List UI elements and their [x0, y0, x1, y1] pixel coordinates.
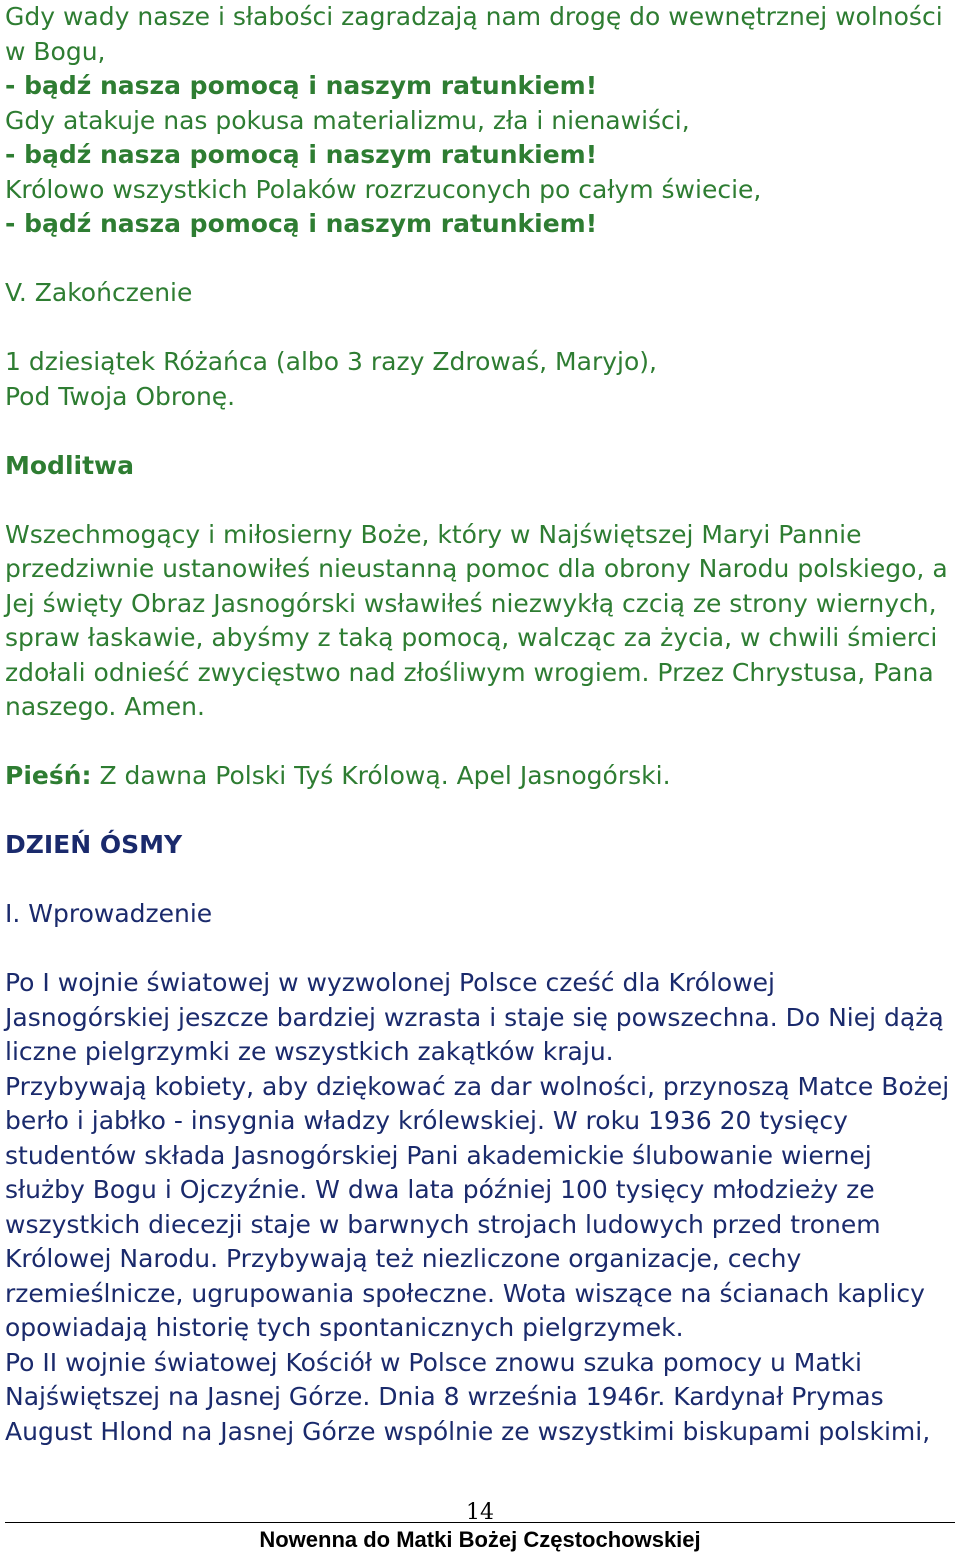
- prayer-line: naszego. Amen.: [5, 692, 205, 721]
- ending-heading: V. Zakończenie: [5, 278, 193, 307]
- litany-response: - bądź nasza pomocą i naszym ratunkiem!: [5, 71, 598, 100]
- paragraph-line: rzemieślnicze, ugrupowania społeczne. Wota wiszące na ścianach kaplicy: [5, 1278, 925, 1308]
- document-page: [5, 0, 957, 1449]
- paragraph-line: liczne pielgrzymki ze wszystkich zakątków kraju.: [5, 1037, 614, 1066]
- paragraph-line: Po I wojnie światowej w wyzwolonej Polsce cześć dla Królowej: [5, 968, 775, 997]
- ending-line: 1 dziesiątek Różańca (albo 3 razy Zdrowaś, Maryjo),: [5, 347, 657, 376]
- footer-title: Nowenna do Matki Bożej Częstochowskiej: [259, 1527, 701, 1552]
- litany-line: Królowo wszystkich Polaków rozrzuconych po całym świecie,: [5, 174, 762, 204]
- day-heading: DZIEŃ ÓSMY: [5, 830, 183, 859]
- litany-response: - bądź nasza pomocą i naszym ratunkiem!: [5, 140, 598, 169]
- paragraph-line: Najświętszej na Jasnej Górze. Dnia 8 września 1946r. Kardynał Prymas: [5, 1382, 884, 1411]
- prayer-line: Wszechmogący i miłosierny Boże, który w Najświętszej Maryi Pannie: [5, 519, 862, 549]
- prayer-line: zdołali odnieść zwycięstwo nad złośliwym wrogiem. Przez Chrystusa, Pana: [5, 657, 934, 687]
- ending-line: Pod Twoja Obronę.: [5, 381, 236, 411]
- prayer-heading: Modlitwa: [5, 450, 135, 480]
- paragraph-line: Po II wojnie światowej Kościół w Polsce znowu szuka pomocy u Matki: [5, 1347, 862, 1377]
- intro-heading: I. Wprowadzenie: [5, 899, 213, 928]
- song-text: Z dawna Polski Tyś Królową. Apel Jasnogórski.: [91, 761, 671, 790]
- paragraph-line: Królowej Narodu. Przybywają też niezliczone organizacje, cechy: [5, 1244, 802, 1273]
- footer-divider: [5, 1522, 955, 1523]
- paragraph-line: August Hlond na Jasnej Górze wspólnie ze wszystkimi biskupami polskimi,: [5, 1416, 931, 1446]
- litany-line: w Bogu,: [5, 36, 106, 66]
- paragraph-line: opowiadają historię tych spontanicznych pielgrzymek.: [5, 1313, 684, 1342]
- paragraph-line: studentów składa Jasnogórskiej Pani akademickie ślubowanie wiernej: [5, 1140, 872, 1170]
- paragraph-line: służby Bogu i Ojczyźnie. W dwa lata później 100 tysięcy młodzieży ze: [5, 1175, 875, 1204]
- paragraph-line: Przybywają kobiety, aby dziękować za dar wolności, przynoszą Matce Bożej: [5, 1071, 950, 1101]
- litany-response: - bądź nasza pomocą i naszym ratunkiem!: [5, 209, 598, 238]
- song-line: [5, 759, 957, 794]
- prayer-line: przedziwnie ustanowiłeś nieustanną pomoc dla obrony Narodu polskiego, a: [5, 554, 948, 583]
- paragraph-line: berło i jabłko - insygnia władzy królewskiej. W roku 1936 20 tysięcy: [5, 1106, 848, 1135]
- litany-line: Gdy atakuje nas pokusa materializmu, zła i nienawiści,: [5, 105, 690, 135]
- prayer-line: Jej święty Obraz Jasnogórski wsławiłeś niezwykłą czcią ze strony wiernych,: [5, 588, 937, 618]
- song-label: Pieśń:: [5, 761, 92, 790]
- page-footer: [0, 1500, 960, 1553]
- paragraph-line: wszystkich diecezji staje w barwnych strojach ludowych przed tronem: [5, 1209, 881, 1239]
- page-number: 14: [466, 1500, 494, 1525]
- paragraph-line: Jasnogórskiej jeszcze bardziej wzrasta i staje się powszechna. Do Niej dążą: [5, 1002, 944, 1032]
- litany-line: Gdy wady nasze i słabości zagradzają nam drogę do wewnętrznej wolności: [5, 2, 943, 31]
- prayer-line: spraw łaskawie, abyśmy z taką pomocą, walcząc za życia, w chwili śmierci: [5, 623, 938, 652]
